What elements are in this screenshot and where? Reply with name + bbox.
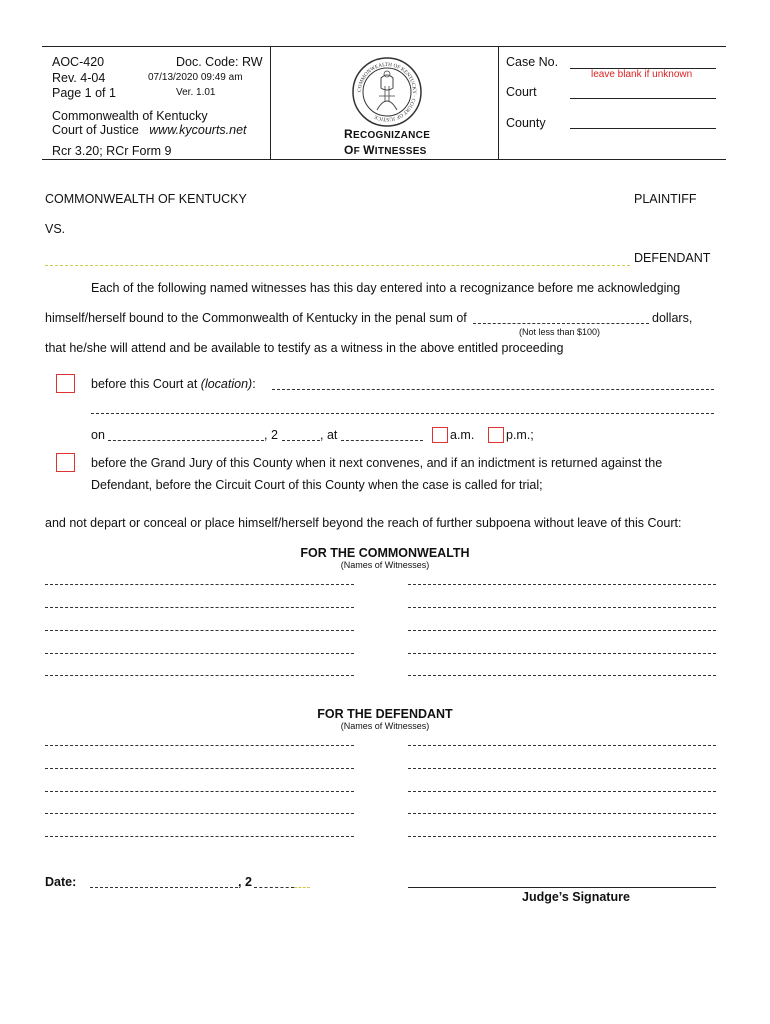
defendant-witness-5[interactable] xyxy=(45,791,354,792)
case-no-hint: leave blank if unknown xyxy=(591,69,693,80)
rule-reference: Rcr 3.20; RCr Form 9 xyxy=(52,144,172,158)
org-name: Court of Justice xyxy=(52,123,139,137)
org-line1: Commonwealth of Kentucky xyxy=(52,109,208,123)
commonwealth-witness-9[interactable] xyxy=(45,675,354,676)
commonwealth-witness-6[interactable] xyxy=(408,630,716,631)
plaintiff-label: PLAINTIFF xyxy=(634,192,697,206)
court-seal-icon xyxy=(351,56,423,128)
title-line2: OF WITNESSES xyxy=(344,143,427,157)
form-id: AOC-420 xyxy=(52,55,105,69)
paragraph-2-pre: himself/herself bound to the Commonwealth of Kentucky in the penal sum of xyxy=(45,311,467,325)
form-header xyxy=(42,46,726,160)
org-url: www.kycourts.net xyxy=(149,123,247,137)
checkbox-am[interactable] xyxy=(432,427,448,443)
seal-text: COMMONWEALTH OF KENTUCKY · COURT OF JUSTICE xyxy=(356,61,418,123)
closing-paragraph: and not depart or conceal or place himself/herself beyond the reach of further subpoena without leave of this Court: xyxy=(45,516,682,530)
checkbox-pm[interactable] xyxy=(488,427,504,443)
commonwealth-witness-8[interactable] xyxy=(408,653,716,654)
defendant-witness-3[interactable] xyxy=(45,768,354,769)
defendant-witness-10[interactable] xyxy=(408,836,716,837)
penal-sum-note: (Not less than $100) xyxy=(519,327,601,337)
defendant-witness-9[interactable] xyxy=(45,836,354,837)
defendant-witness-6[interactable] xyxy=(408,791,716,792)
comma-2-label: , 2 xyxy=(264,428,278,442)
judge-signature-label: Judge’s Signature xyxy=(522,890,630,904)
defendant-witness-4[interactable] xyxy=(408,768,716,769)
vs-label: VS. xyxy=(45,222,66,236)
location-field-1[interactable] xyxy=(272,389,714,390)
commonwealth-heading: FOR THE COMMONWEALTH xyxy=(300,546,470,560)
year-field[interactable] xyxy=(282,440,320,441)
am-label: a.m. xyxy=(450,428,475,442)
date-label: Date: xyxy=(45,875,77,889)
county-field[interactable] xyxy=(570,128,716,129)
revision: Rev. 4-04 xyxy=(52,71,106,85)
paragraph-3: that he/she will attend and be available to testify as a witness in the above entitled proceeding xyxy=(45,341,564,355)
signing-year-field-extension[interactable] xyxy=(294,887,310,888)
date-month-day-field[interactable] xyxy=(108,440,264,441)
commonwealth-witness-5[interactable] xyxy=(45,630,354,631)
paragraph-1: Each of the following named witnesses has this day entered into a recognizance before me acknowledging xyxy=(91,281,681,295)
plaintiff-name: COMMONWEALTH OF KENTUCKY xyxy=(45,192,247,206)
version: Ver. 1.01 xyxy=(176,87,216,98)
header-divider-left xyxy=(270,47,271,159)
defendant-label: DEFENDANT xyxy=(634,251,711,265)
pm-label: p.m.; xyxy=(506,428,534,442)
commonwealth-witness-10[interactable] xyxy=(408,675,716,676)
time-field[interactable] xyxy=(341,440,423,441)
date-2-label: , 2 xyxy=(238,875,252,889)
location-field-2[interactable] xyxy=(91,413,714,414)
commonwealth-witness-3[interactable] xyxy=(45,607,354,608)
court-field[interactable] xyxy=(570,98,716,99)
title-line1: RECOGNIZANCE xyxy=(344,127,431,141)
commonwealth-witness-1[interactable] xyxy=(45,584,354,585)
defendant-subheading: (Names of Witnesses) xyxy=(340,721,430,731)
on-label: on xyxy=(91,428,105,442)
commonwealth-subheading: (Names of Witnesses) xyxy=(340,560,430,570)
header-divider-right xyxy=(498,47,499,159)
timestamp: 07/13/2020 09:49 am xyxy=(148,72,243,83)
at-label: , at xyxy=(320,428,338,442)
paragraph-2-post: dollars, xyxy=(652,311,693,325)
signing-year-field[interactable] xyxy=(254,887,294,888)
defendant-witness-8[interactable] xyxy=(408,813,716,814)
defendant-witness-2[interactable] xyxy=(408,745,716,746)
penal-sum-field[interactable] xyxy=(473,323,649,324)
commonwealth-witness-2[interactable] xyxy=(408,584,716,585)
page-number: Page 1 of 1 xyxy=(52,86,116,100)
option1-label: before this Court at (location): xyxy=(91,377,256,391)
defendant-name-field[interactable] xyxy=(45,265,630,266)
checkbox-grand-jury[interactable] xyxy=(56,453,75,472)
option2-line1: before the Grand Jury of this County when it next convenes, and if an indictment is returned against the xyxy=(91,456,663,470)
org-line2 xyxy=(52,123,247,137)
commonwealth-witness-4[interactable] xyxy=(408,607,716,608)
judge-signature-field[interactable] xyxy=(408,887,716,888)
county-label: County xyxy=(506,116,546,130)
option2-line2: Defendant, before the Circuit Court of this County when the case is called for trial; xyxy=(91,478,543,492)
defendant-witness-1[interactable] xyxy=(45,745,354,746)
case-no-label: Case No. xyxy=(506,55,559,69)
defendant-heading: FOR THE DEFENDANT xyxy=(317,707,453,721)
doc-code: Doc. Code: RW xyxy=(176,55,263,69)
signing-date-field[interactable] xyxy=(90,887,238,888)
commonwealth-witness-7[interactable] xyxy=(45,653,354,654)
court-label: Court xyxy=(506,85,537,99)
checkbox-this-court[interactable] xyxy=(56,374,75,393)
defendant-witness-7[interactable] xyxy=(45,813,354,814)
